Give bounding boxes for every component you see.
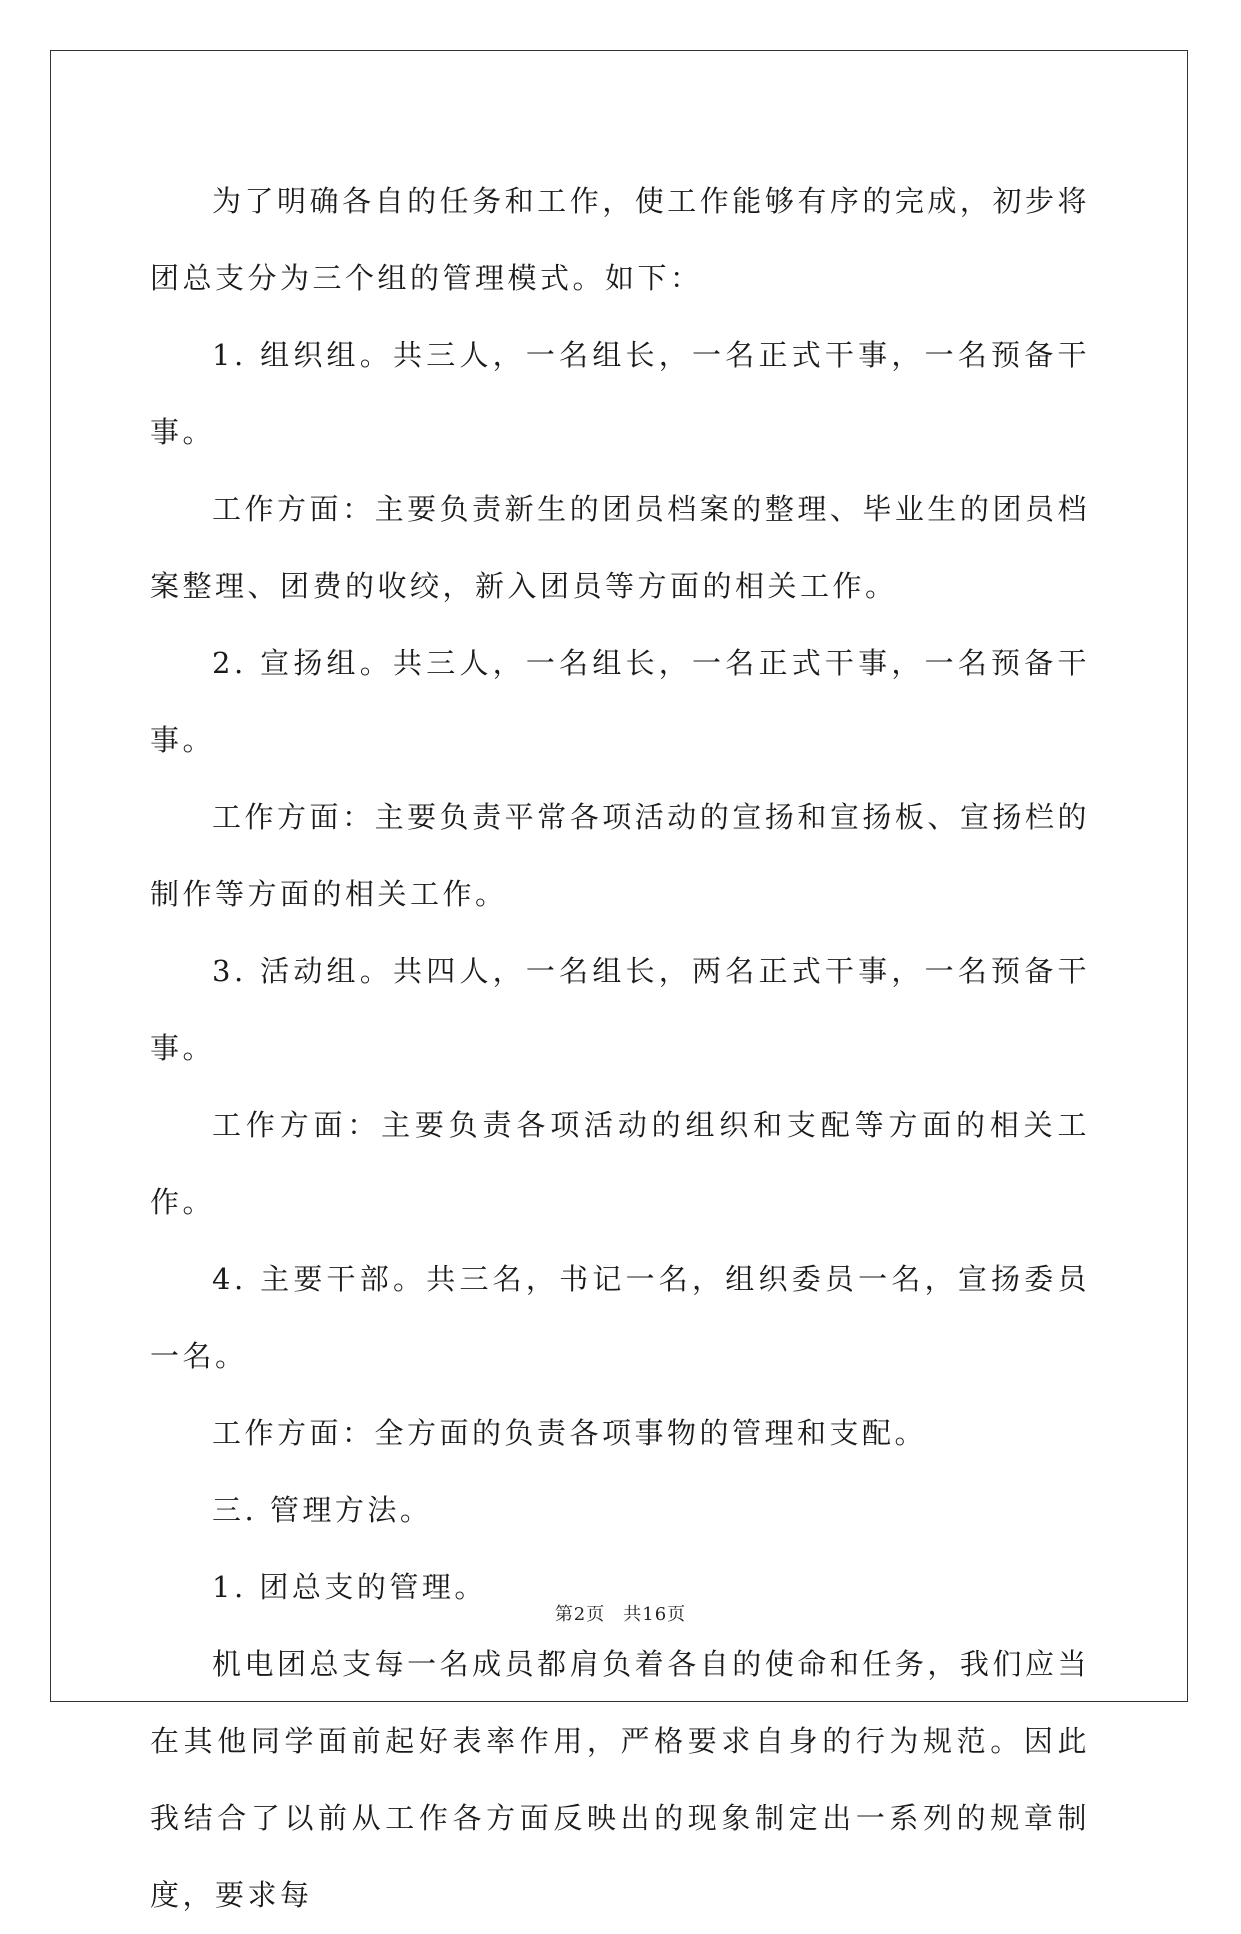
paragraph-group-3-title: 3. 活动组。共四人，一名组长，两名正式干事，一名预备干事。: [150, 954, 1090, 1065]
page-footer: [0, 1600, 1241, 1626]
paragraph-group-4-duties: 工作方面：全方面的负责各项事物的管理和支配。: [212, 1416, 928, 1450]
section-heading-management: 三. 管理方法。: [212, 1493, 433, 1527]
document-body: [150, 163, 1090, 1934]
paragraph-group-4-title: 4. 主要干部。共三名，书记一名，组织委员一名，宣扬委员一名。: [150, 1262, 1090, 1373]
page-number: 第2页: [554, 1604, 606, 1625]
subsection-heading: 1. 团总支的管理。: [212, 1570, 487, 1604]
paragraph-group-2-duties: 工作方面：主要负责平常各项活动的宣扬和宣扬板、宣扬栏的制作等方面的相关工作。: [150, 800, 1090, 911]
paragraph-group-1-duties: 工作方面：主要负责新生的团员档案的整理、毕业生的团员档案整理、团费的收绞，新入团员等方面的相关工作。: [150, 492, 1090, 603]
page-total: 共16页: [623, 1604, 687, 1625]
paragraph-group-1-title: 1. 组织组。共三人，一名组长，一名正式干事，一名预备干事。: [150, 338, 1090, 449]
paragraph-group-2-title: 2. 宣扬组。共三人，一名组长，一名正式干事，一名预备干事。: [150, 646, 1090, 757]
paragraph-group-3-duties: 工作方面：主要负责各项活动的组织和支配等方面的相关工作。: [150, 1108, 1090, 1219]
paragraph-intro: 为了明确各自的任务和工作，使工作能够有序的完成，初步将团总支分为三个组的管理模式。如下：: [150, 184, 1090, 295]
paragraph-management-body: 机电团总支每一名成员都肩负着各自的使命和任务，我们应当在其他同学面前起好表率作用，严格要求自身的行为规范。因此我结合了以前从工作各方面反映出的现象制定出一系列的规章制度，要求每: [150, 1647, 1090, 1912]
